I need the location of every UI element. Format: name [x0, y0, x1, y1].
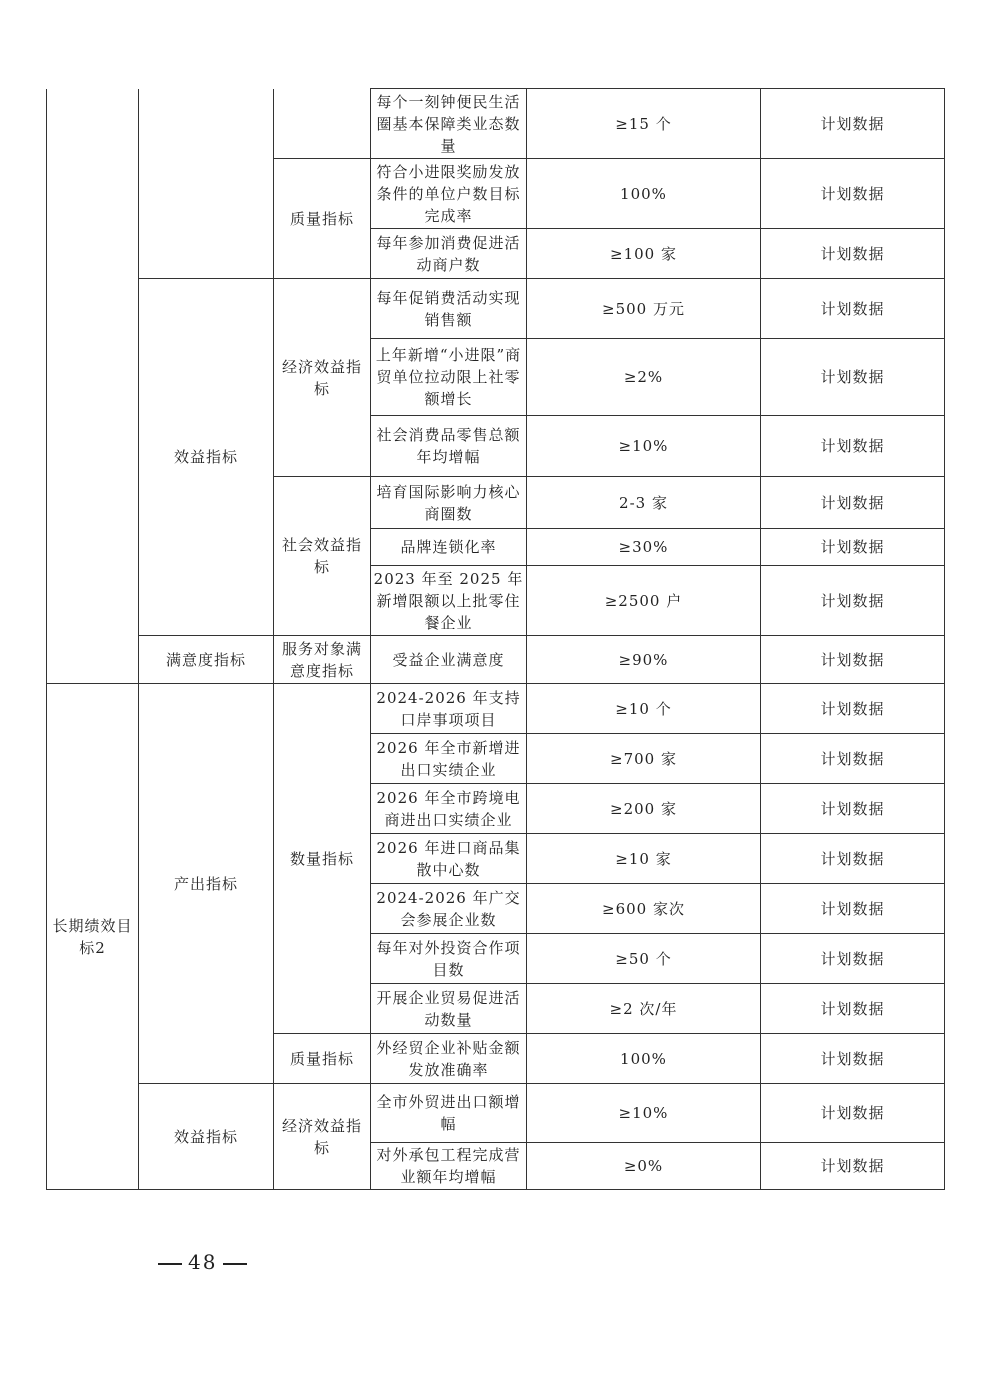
- target-cell: 长期绩效目标2: [47, 684, 139, 1190]
- indicator-value: ≥2 次/年: [527, 984, 761, 1034]
- indicator-name: 2024-2026 年支持口岸事项项目: [371, 684, 527, 734]
- indicator-value: ≥200 家: [527, 784, 761, 834]
- page-number-dash-right: [223, 1263, 247, 1265]
- indicator-name: 2026 年全市跨境电商进出口实绩企业: [371, 784, 527, 834]
- indicator-source: 计划数据: [761, 1084, 945, 1143]
- level3-cell: 经济效益指标: [274, 1084, 371, 1190]
- table-row: [47, 684, 945, 734]
- indicator-source: 计划数据: [761, 734, 945, 784]
- level2-cell: 产出指标: [139, 684, 274, 1084]
- indicator-source: 计划数据: [761, 416, 945, 477]
- indicator-name: 受益企业满意度: [371, 636, 527, 684]
- level3-cell: 服务对象满意度指标: [274, 636, 371, 684]
- indicator-value: ≥10%: [527, 1084, 761, 1143]
- indicator-source: 计划数据: [761, 684, 945, 734]
- level2-cell: 效益指标: [139, 279, 274, 636]
- page-number-dash-left: [158, 1263, 182, 1265]
- indicator-source: 计划数据: [761, 529, 945, 566]
- indicator-source: 计划数据: [761, 339, 945, 416]
- indicator-name: 培育国际影响力核心商圈数: [371, 477, 527, 529]
- indicator-source: 计划数据: [761, 279, 945, 339]
- level3-cell: 经济效益指标: [274, 279, 371, 477]
- target-cell-continued: [47, 89, 139, 684]
- table-row: [47, 636, 945, 684]
- indicator-value: ≥600 家次: [527, 884, 761, 934]
- page-number-value: 48: [188, 1250, 218, 1274]
- indicator-value: ≥100 家: [527, 229, 761, 279]
- indicator-source: 计划数据: [761, 477, 945, 529]
- indicator-value: ≥2%: [527, 339, 761, 416]
- indicator-source: 计划数据: [761, 984, 945, 1034]
- page-number: [152, 1250, 253, 1274]
- indicator-name: 每年促销费活动实现销售额: [371, 279, 527, 339]
- table-row: [47, 279, 945, 339]
- level3-cell: 质量指标: [274, 1034, 371, 1084]
- indicator-name: 对外承包工程完成营业额年均增幅: [371, 1143, 527, 1190]
- level3-cell: 数量指标: [274, 684, 371, 1034]
- indicator-value: ≥0%: [527, 1143, 761, 1190]
- indicator-name: 社会消费品零售总额年均增幅: [371, 416, 527, 477]
- level2-cell: 效益指标: [139, 1084, 274, 1190]
- indicator-value: ≥30%: [527, 529, 761, 566]
- indicator-value: ≥15 个: [527, 89, 761, 159]
- indicator-value: ≥500 万元: [527, 279, 761, 339]
- level3-cell: 社会效益指标: [274, 477, 371, 636]
- indicator-source: 计划数据: [761, 1034, 945, 1084]
- indicator-value: ≥50 个: [527, 934, 761, 984]
- indicator-name: 2024-2026 年广交会参展企业数: [371, 884, 527, 934]
- level3-cell: 质量指标: [274, 159, 371, 279]
- performance-indicator-table: [46, 88, 945, 1190]
- indicator-source: 计划数据: [761, 834, 945, 884]
- indicator-name: 上年新增“小进限”商贸单位拉动限上社零额增长: [371, 339, 527, 416]
- indicator-source: 计划数据: [761, 636, 945, 684]
- indicator-name: 2026 年全市新增进出口实绩企业: [371, 734, 527, 784]
- indicator-source: 计划数据: [761, 89, 945, 159]
- indicator-value: ≥10 家: [527, 834, 761, 884]
- indicator-name: 全市外贸进出口额增幅: [371, 1084, 527, 1143]
- indicator-name: 符合小进限奖励发放条件的单位户数目标完成率: [371, 159, 527, 229]
- table-row: [47, 89, 945, 159]
- indicator-name: 2023 年至 2025 年新增限额以上批零住餐企业: [371, 566, 527, 636]
- indicator-source: 计划数据: [761, 1143, 945, 1190]
- indicator-name: 2026 年进口商品集散中心数: [371, 834, 527, 884]
- indicator-value: ≥2500 户: [527, 566, 761, 636]
- level2-cell-continued: [139, 89, 274, 279]
- table-row: [47, 1084, 945, 1143]
- indicator-name: 品牌连锁化率: [371, 529, 527, 566]
- indicator-value: ≥700 家: [527, 734, 761, 784]
- indicator-source: 计划数据: [761, 784, 945, 834]
- indicator-name: 每年参加消费促进活动商户数: [371, 229, 527, 279]
- indicator-source: 计划数据: [761, 566, 945, 636]
- indicator-name: 每个一刻钟便民生活圈基本保障类业态数量: [371, 89, 527, 159]
- indicator-value: ≥90%: [527, 636, 761, 684]
- indicator-value: ≥10 个: [527, 684, 761, 734]
- indicator-value: 100%: [527, 159, 761, 229]
- indicator-value: 2-3 家: [527, 477, 761, 529]
- level3-cell-continued: [274, 89, 371, 159]
- indicator-name: 开展企业贸易促进活动数量: [371, 984, 527, 1034]
- indicator-value: ≥10%: [527, 416, 761, 477]
- indicator-source: 计划数据: [761, 159, 945, 229]
- indicator-source: 计划数据: [761, 934, 945, 984]
- indicator-source: 计划数据: [761, 884, 945, 934]
- indicator-source: 计划数据: [761, 229, 945, 279]
- indicator-name: 外经贸企业补贴金额发放准确率: [371, 1034, 527, 1084]
- indicator-name: 每年对外投资合作项目数: [371, 934, 527, 984]
- indicator-value: 100%: [527, 1034, 761, 1084]
- level2-cell: 满意度指标: [139, 636, 274, 684]
